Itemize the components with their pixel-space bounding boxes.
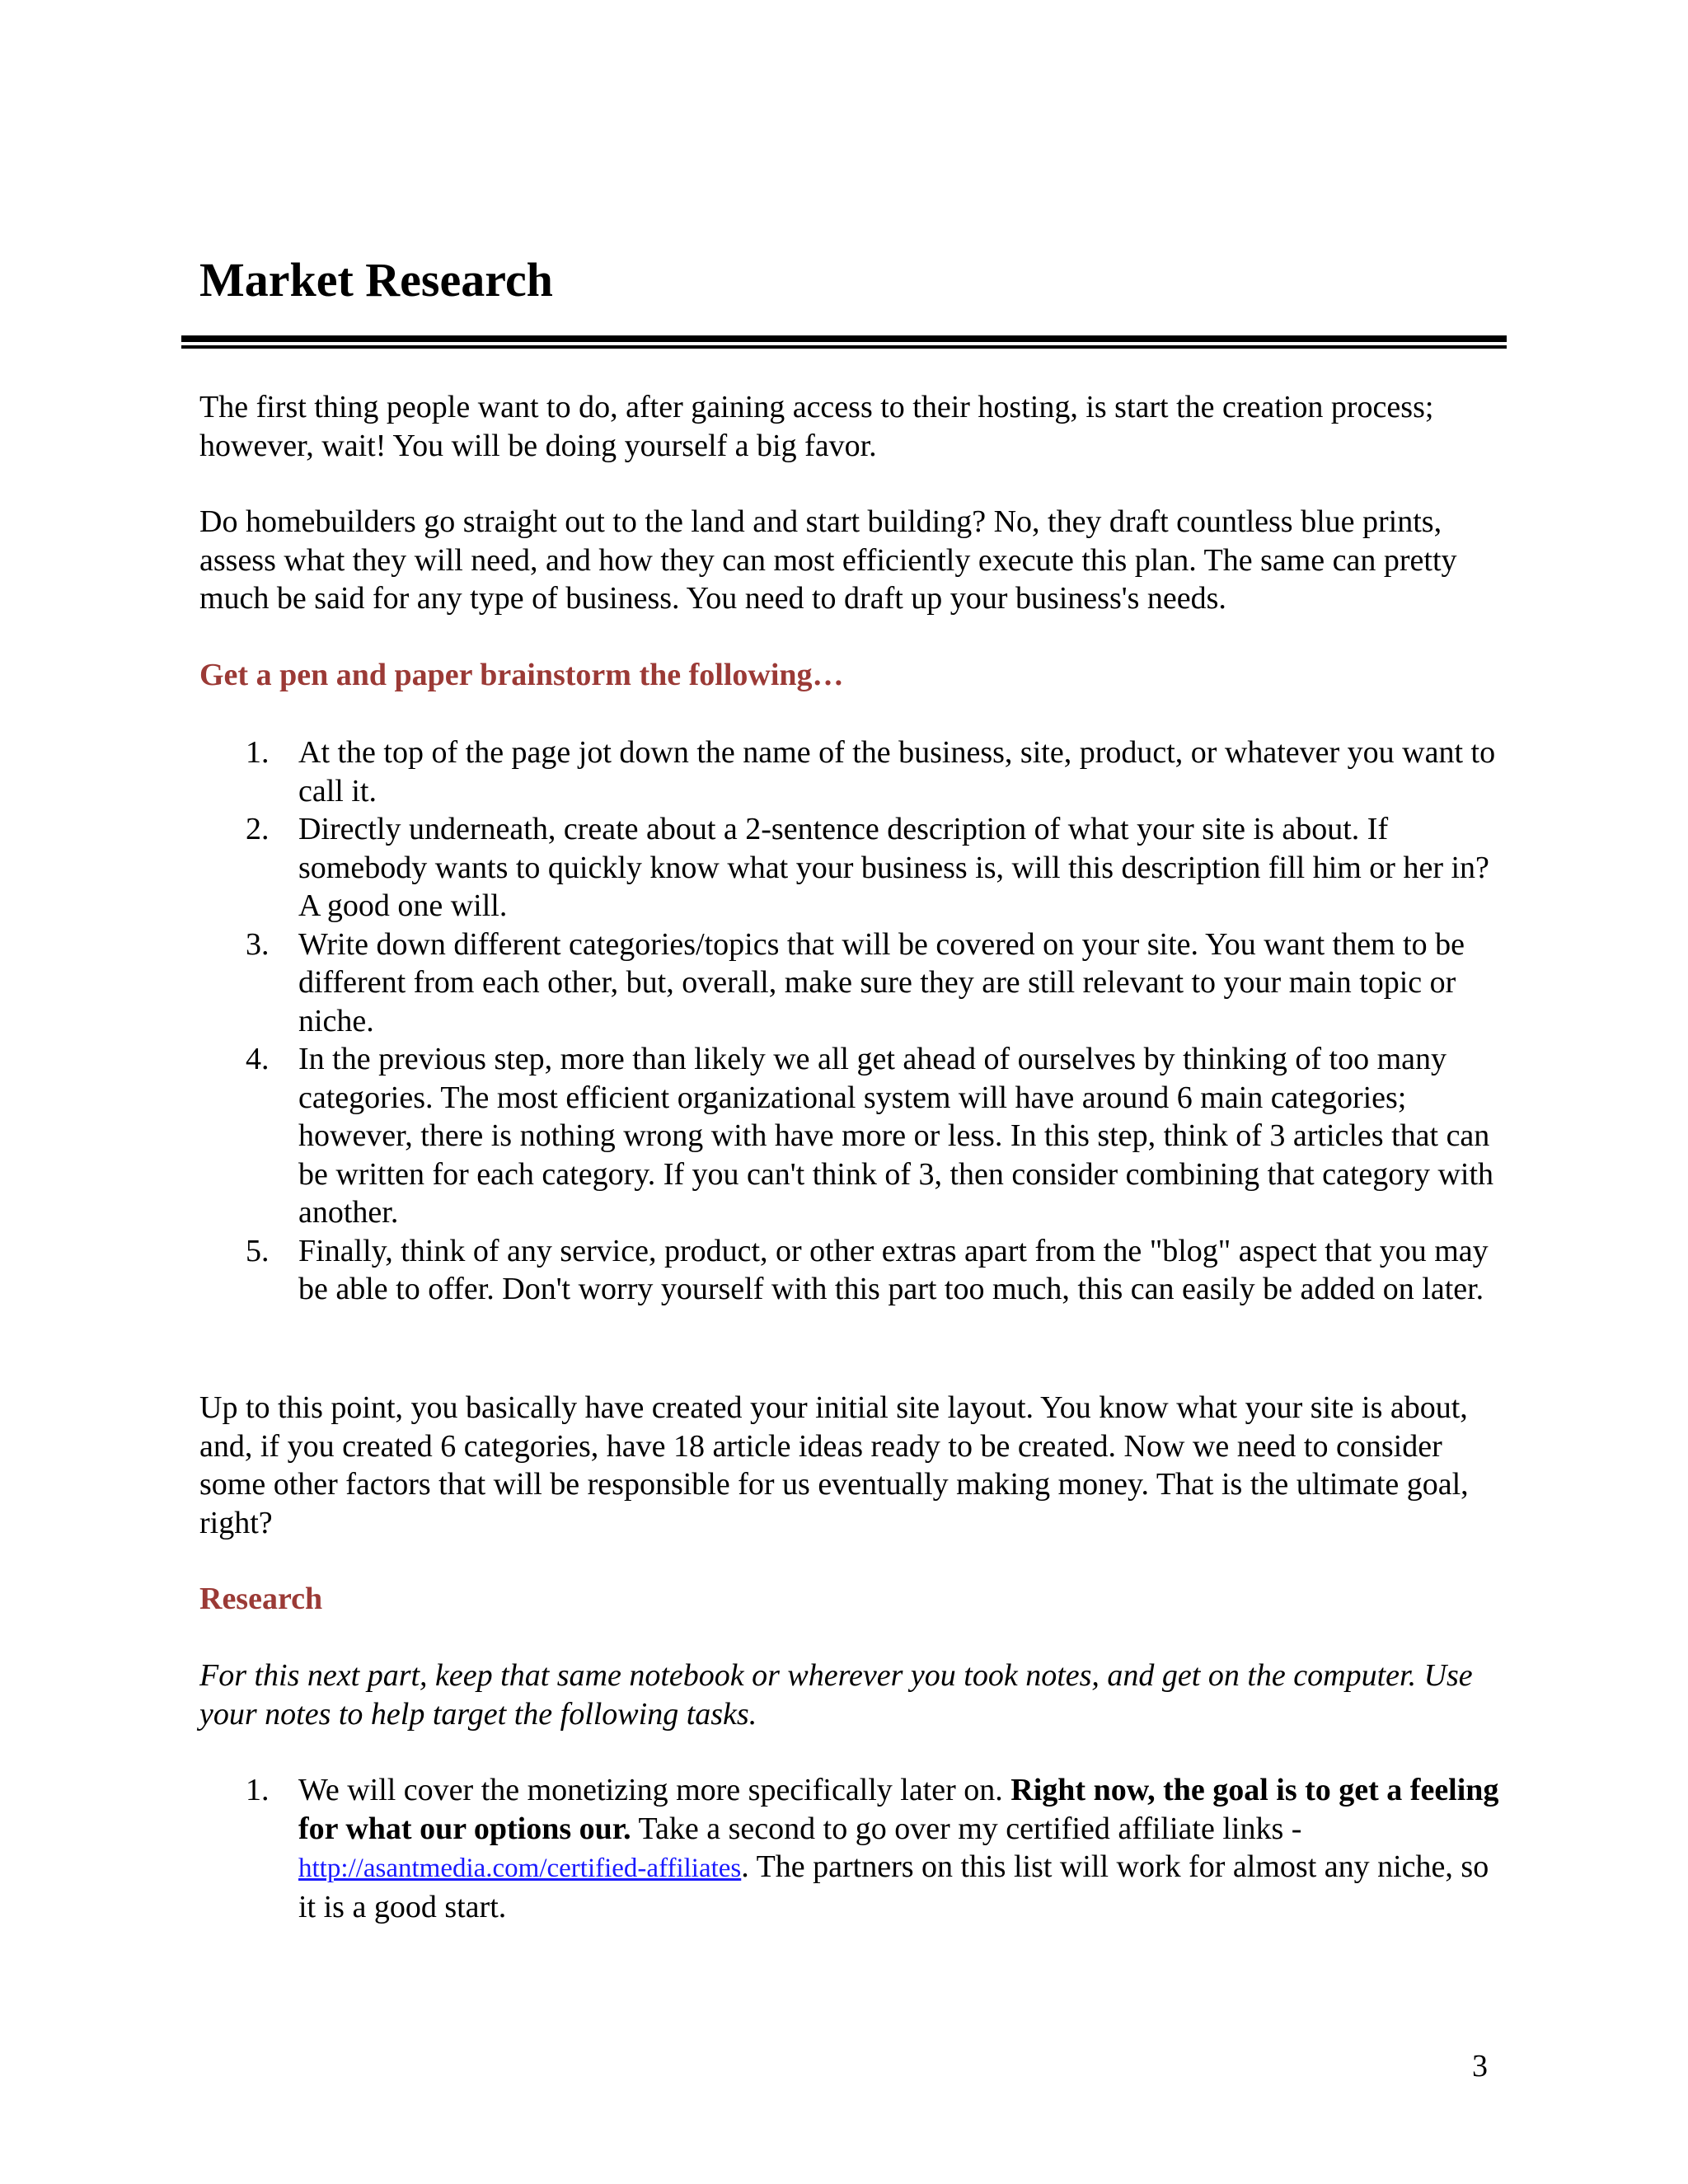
- list-item-text: Directly underneath, create about a 2-sentence description of what your site is about. If somebody wants to quickly know what your business is, will this description fill him or her in? A good one will.: [298, 812, 1489, 923]
- list-item-text: Finally, think of any service, product, or other extras apart from the "blog" aspect that you may be able to offer. Don't worry yourself with this part too much, this can easily be added on later.: [298, 1233, 1489, 1306]
- list-item: [199, 1771, 1510, 1926]
- list-item: [199, 926, 1510, 1041]
- intro-paragraph-2: Do homebuilders go straight out to the land and start building? No, they draft countless blue prints, assess what they will need, and how they can most efficiently execute this plan. The same can pretty much be said for any type of business. You need to draft up your business's needs.: [199, 504, 1457, 616]
- list-item-text: . The partners on this list will work for almost any niche, so it is a good start.: [298, 1849, 1489, 1924]
- list-number: 2.: [246, 812, 270, 846]
- list-number: 5.: [246, 1233, 270, 1268]
- list-number: 1.: [246, 735, 270, 770]
- research-intro: For this next part, keep that same notebook or wherever you took notes, and get on the computer. Use your notes to help target the following tasks.: [199, 1658, 1473, 1732]
- brainstorm-heading: Get a pen and paper brainstorm the following…: [199, 658, 844, 692]
- list-number: 3.: [246, 926, 270, 962]
- list-item-text: At the top of the page jot down the name of the business, site, product, or whatever you want to call it.: [298, 735, 1496, 808]
- title-rule-thin: [181, 345, 1507, 349]
- list-item: [199, 1232, 1510, 1309]
- research-heading: Research: [199, 1582, 323, 1616]
- list-item-text: We will cover the monetizing more specifically later on.: [298, 1773, 1011, 1807]
- title-rule-thick: [181, 335, 1507, 342]
- list-item-text: Write down different categories/topics that will be covered on your site. You want them to be different from each other, but, overall, make sure they are still relevant to your main topic or niche.: [298, 926, 1465, 1038]
- page-number: 3: [1472, 2049, 1488, 2083]
- list-number: 1.: [246, 1773, 270, 1807]
- brainstorm-list: [199, 733, 1510, 1309]
- page-title: Market Research: [199, 253, 553, 307]
- list-item: [199, 1040, 1510, 1232]
- list-item: [199, 810, 1510, 926]
- list-item-text: Take a second to go over my certified affiliate links -: [631, 1811, 1302, 1846]
- intro-paragraph-1: The first thing people want to do, after gaining access to their hosting, is start the creation process; however, wait! You will be doing yourself a big favor.: [199, 390, 1434, 463]
- list-item-text: In the previous step, more than likely we all get ahead of ourselves by thinking of too many categories. The most efficient organizational system will have around 6 main categories; however, there is nothing wrong with have more or less. In this step, think of 3 articles that can be written for each category. If you can't think of 3, then consider combining that category with another.: [298, 1042, 1494, 1230]
- certified-affiliates-link[interactable]: http://asantmedia.com/certified-affiliates: [298, 1854, 742, 1883]
- list-item-bold-text: Right now, the goal is to get a feeling for what our options our.: [298, 1773, 1499, 1846]
- summary-paragraph: Up to this point, you basically have created your initial site layout. You know what your site is about, and, if you created 6 categories, have 18 article ideas ready to be created. Now we need to consider some other factors that will be responsible for us eventually making money. That is the ultimate goal, right?: [199, 1390, 1469, 1540]
- list-number: 4.: [246, 1042, 270, 1076]
- research-list: [199, 1771, 1510, 1926]
- list-item: [199, 733, 1510, 810]
